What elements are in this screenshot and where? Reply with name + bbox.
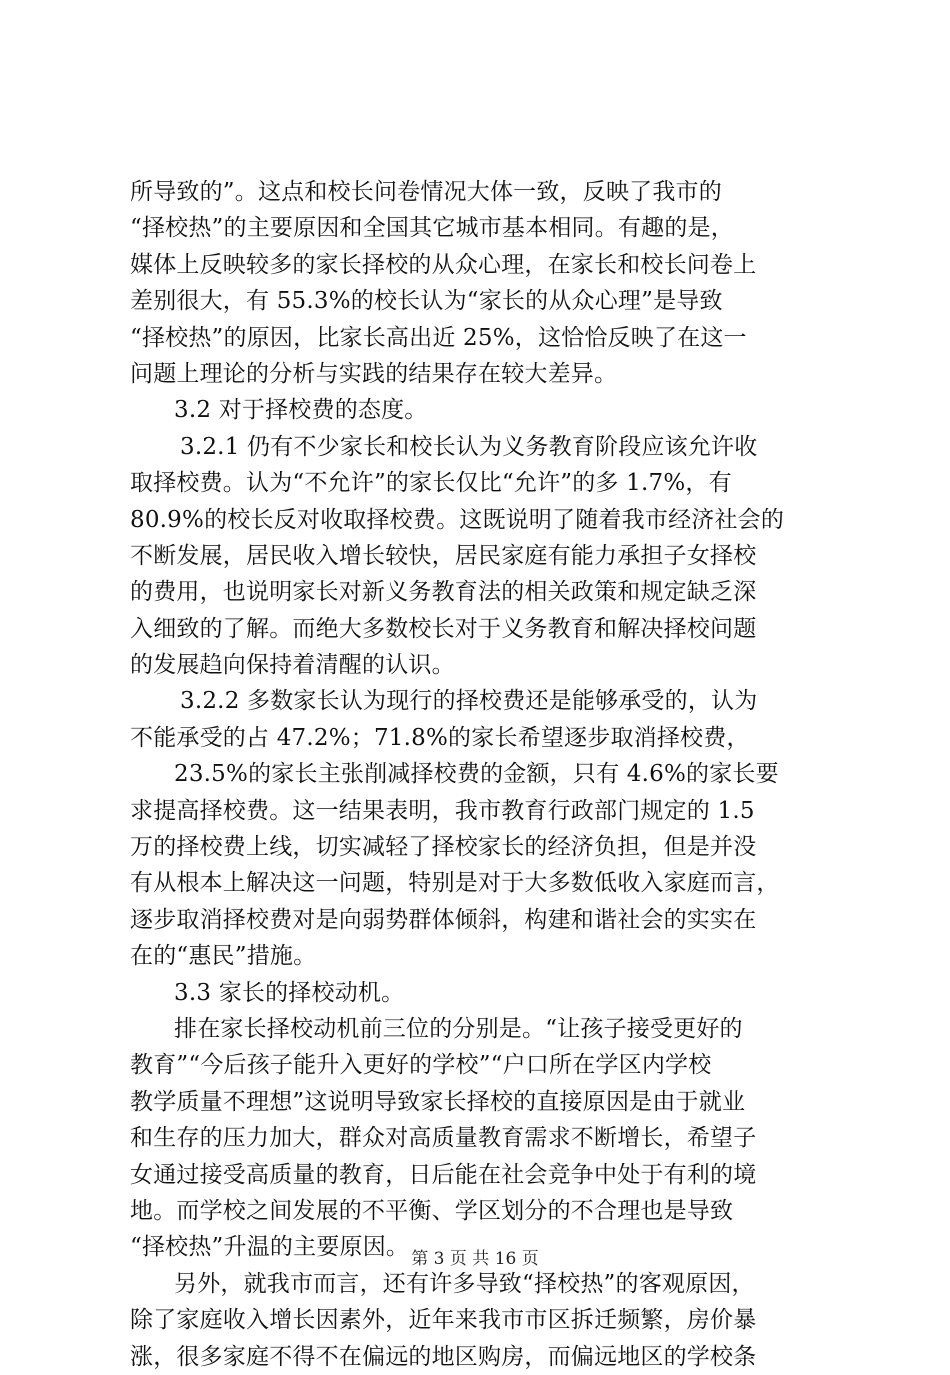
text-line: “择校热”的主要原因和全国其它城市基本相同。有趣的是， — [130, 215, 734, 242]
text-line: 入细致的了解。而绝大多数校长对于义务教育和解决择校问题 — [130, 615, 757, 642]
body-text — [130, 174, 830, 1375]
text-line: 女通过接受高质量的教育，日后能在社会竞争中处于有利的境 — [130, 1161, 757, 1188]
text-line: 求提高择校费。这一结果表明，我市教育行政部门规定的 1.5 — [130, 797, 755, 824]
text-line: 不断发展，居民收入增长较快，居民家庭有能力承担子女择校 — [130, 542, 757, 569]
subsection-line: 3.2.2 多数家长认为现行的择校费还是能够承受的，认为 — [180, 688, 758, 715]
text-line: 万的择校费上线，切实减轻了择校家长的经济负担，但是并没 — [130, 834, 757, 861]
text-line: 在的“惠民”措施。 — [130, 943, 317, 970]
text-line: 另外，就我市而言，还有许多导致“择校热”的客观原因， — [174, 1270, 755, 1297]
section-heading: 3.2 对于择校费的态度。 — [174, 397, 428, 424]
text-line: “择校热”的原因，比家长高出近 25%，这恰恰反映了在这一 — [130, 324, 747, 351]
section-heading: 3.3 家长的择校动机。 — [174, 979, 405, 1006]
text-line: 23.5%的家长主张削减择校费的金额，只有 4.6%的家长要 — [174, 761, 779, 788]
text-line: 地。而学校之间发展的不平衡、学区划分的不合理也是导致 — [130, 1197, 734, 1224]
text-line: 涨，很多家庭不得不在偏远的地区购房，而偏远地区的学校条 — [130, 1343, 757, 1370]
text-line: 取择校费。认为“不允许”的家长仅比“允许”的多 1.7%，有 — [130, 470, 732, 497]
text-line: 教学质量不理想”这说明导致家长择校的直接原因是由于就业 — [130, 1088, 746, 1115]
text-line: 有从根本上解决这一问题，特别是对于大多数低收入家庭而言， — [130, 870, 780, 897]
text-line: 问题上理论的分析与实践的结果存在较大差异。 — [130, 360, 618, 387]
text-line: 所导致的”。这点和校长问卷情况大体一致，反映了我市的 — [130, 179, 722, 205]
text-line: 除了家庭收入增长因素外，近年来我市市区拆迁频繁，房价暴 — [130, 1307, 757, 1334]
text-line: 排在家长择校动机前三位的分别是。“让孩子接受更好的 — [174, 1015, 743, 1042]
text-line: 80.9%的校长反对收取择校费。这既说明了随着我市经济社会的 — [130, 506, 785, 533]
text-line: 媒体上反映较多的家长择校的从众心理，在家长和校长问卷上 — [130, 251, 757, 278]
text-line: “择校热”升温的主要原因。 — [130, 1234, 410, 1261]
text-line: 的费用，也说明家长对新义务教育法的相关政策和规定缺乏深 — [130, 579, 757, 606]
page-number-footer: 第 3 页 共 16 页 — [411, 1249, 539, 1269]
text-line: 和生存的压力加大，群众对高质量教育需求不断增长，希望子 — [130, 1125, 757, 1152]
text-line: 的发展趋向保持着清醒的认识。 — [130, 652, 455, 679]
text-line: 不能承受的占 47.2%；71.8%的家长希望逐步取消择校费， — [130, 724, 750, 751]
subsection-line: 3.2.1 仍有不少家长和校长认为义务教育阶段应该允许收 — [180, 433, 758, 460]
text-line: 逐步取消择校费对是向弱势群体倾斜，构建和谐社会的实实在 — [130, 906, 757, 933]
text-line: 差别很大，有 55.3%的校长认为“家长的从众心理”是导致 — [130, 288, 723, 315]
text-line: 教育”“今后孩子能升入更好的学校”“户口所在学区内学校 — [130, 1052, 712, 1079]
